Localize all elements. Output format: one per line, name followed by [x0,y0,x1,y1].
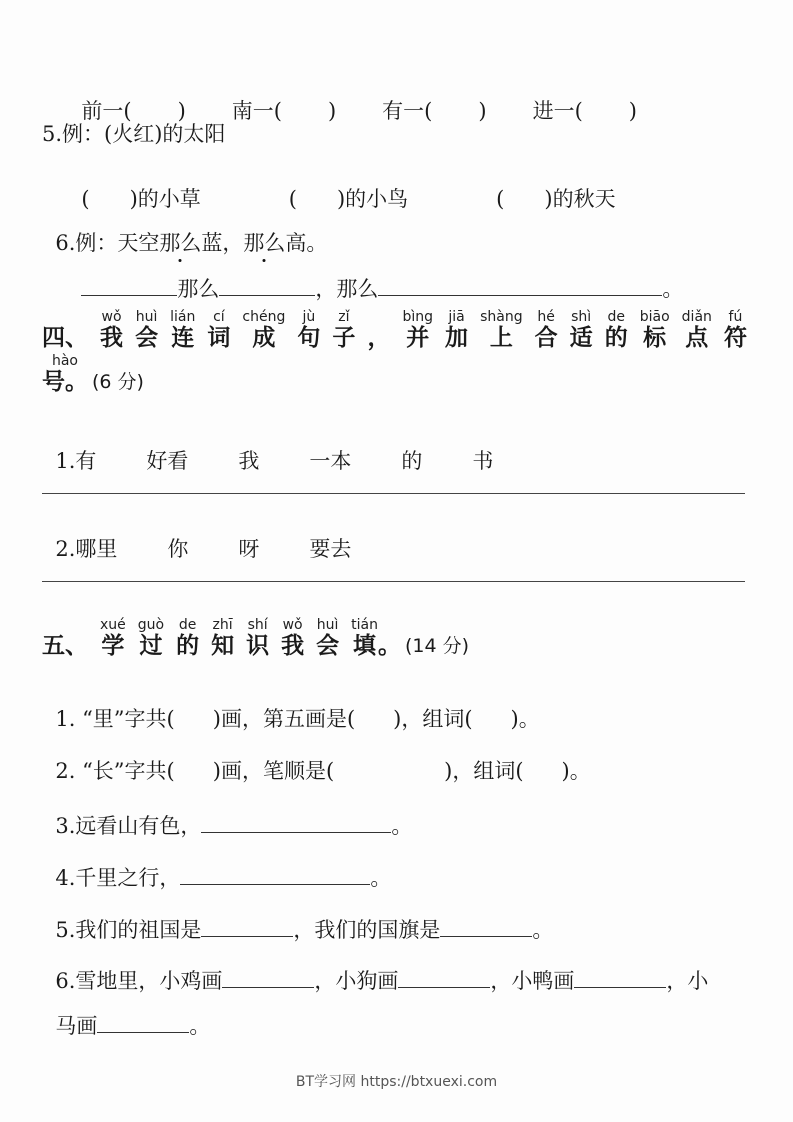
blank-field[interactable] [201,918,293,937]
s5-q6-line2: 马画 。 [55,1014,211,1038]
q4-row: 前一( ) 南一( ) 有一( ) 进一( ) [81,99,637,123]
blank-field[interactable] [97,1014,189,1033]
s5-q6: 6.雪地里，小鸡画 ，小狗画 ，小鸭画 ，小 [55,969,709,993]
blank-field[interactable] [219,277,315,296]
score-label: (14 分) [404,635,469,657]
s4-q1-words: 1.有 好看 我 一本 的 书 [55,449,494,473]
s5-q2: 2. “长”字共( )画，笔顺是( )，组词( )。 [55,759,591,783]
answer-line-1[interactable] [42,493,745,494]
q5-row: ( )的小草 ( )的小鸟 ( )的秋天 [81,187,616,211]
q4-item: 南一( [231,99,282,123]
blank-field[interactable] [440,918,532,937]
q4-item: 前一( [81,99,132,123]
s4-q2-words: 2.哪里 你 呀 要去 [55,537,352,561]
blank-field[interactable] [81,277,177,296]
q6-prompt: 6.例：天空那么蓝，那么高。 [55,231,328,255]
answer-line-2[interactable] [42,581,745,582]
q5-prompt: 5.例：(火红)的太阳 [42,122,226,146]
blank-field[interactable] [398,969,490,988]
q4-item: 有一( [382,99,433,123]
blank-field[interactable] [201,814,391,833]
blank-field[interactable] [378,277,662,296]
s5-q4: 4.千里之行， 。 [55,866,392,890]
s5-q1: 1. “里”字共( )画，第五画是( )，组词( )。 [55,707,540,731]
blank-field[interactable] [180,866,370,885]
footer-watermark: BT学习网 https://btxuexi.com [295,1074,498,1090]
section5-heading: 五、 xué 学 guò 过 de 的 zhī 知 shí 识 wǒ 我 huì 会 tián 填 。 (14 分) [42,617,469,659]
blank-field[interactable] [222,969,314,988]
q6-fill-row: 那么 ，那么 。 [68,256,683,300]
s5-q3: 3.远看山有色， 。 [55,814,413,838]
score-label: (6 分) [92,371,144,393]
section4-heading: 四、 wǒ 我 huì 会 lián 连 cí 词 chéng 成 jù 句 zǐ 子 ， bìng 并 jiā 加 shàng 上 hé 合 shì 适 de 的 biāo 标 diǎn 点 fú 符 hào 号。 (6 分) [42,309,747,395]
q4-item: 进一( [532,99,583,123]
s5-q5: 5.我们的祖国是 ，我们的国旗是 。 [55,918,554,942]
blank-field[interactable] [574,969,666,988]
